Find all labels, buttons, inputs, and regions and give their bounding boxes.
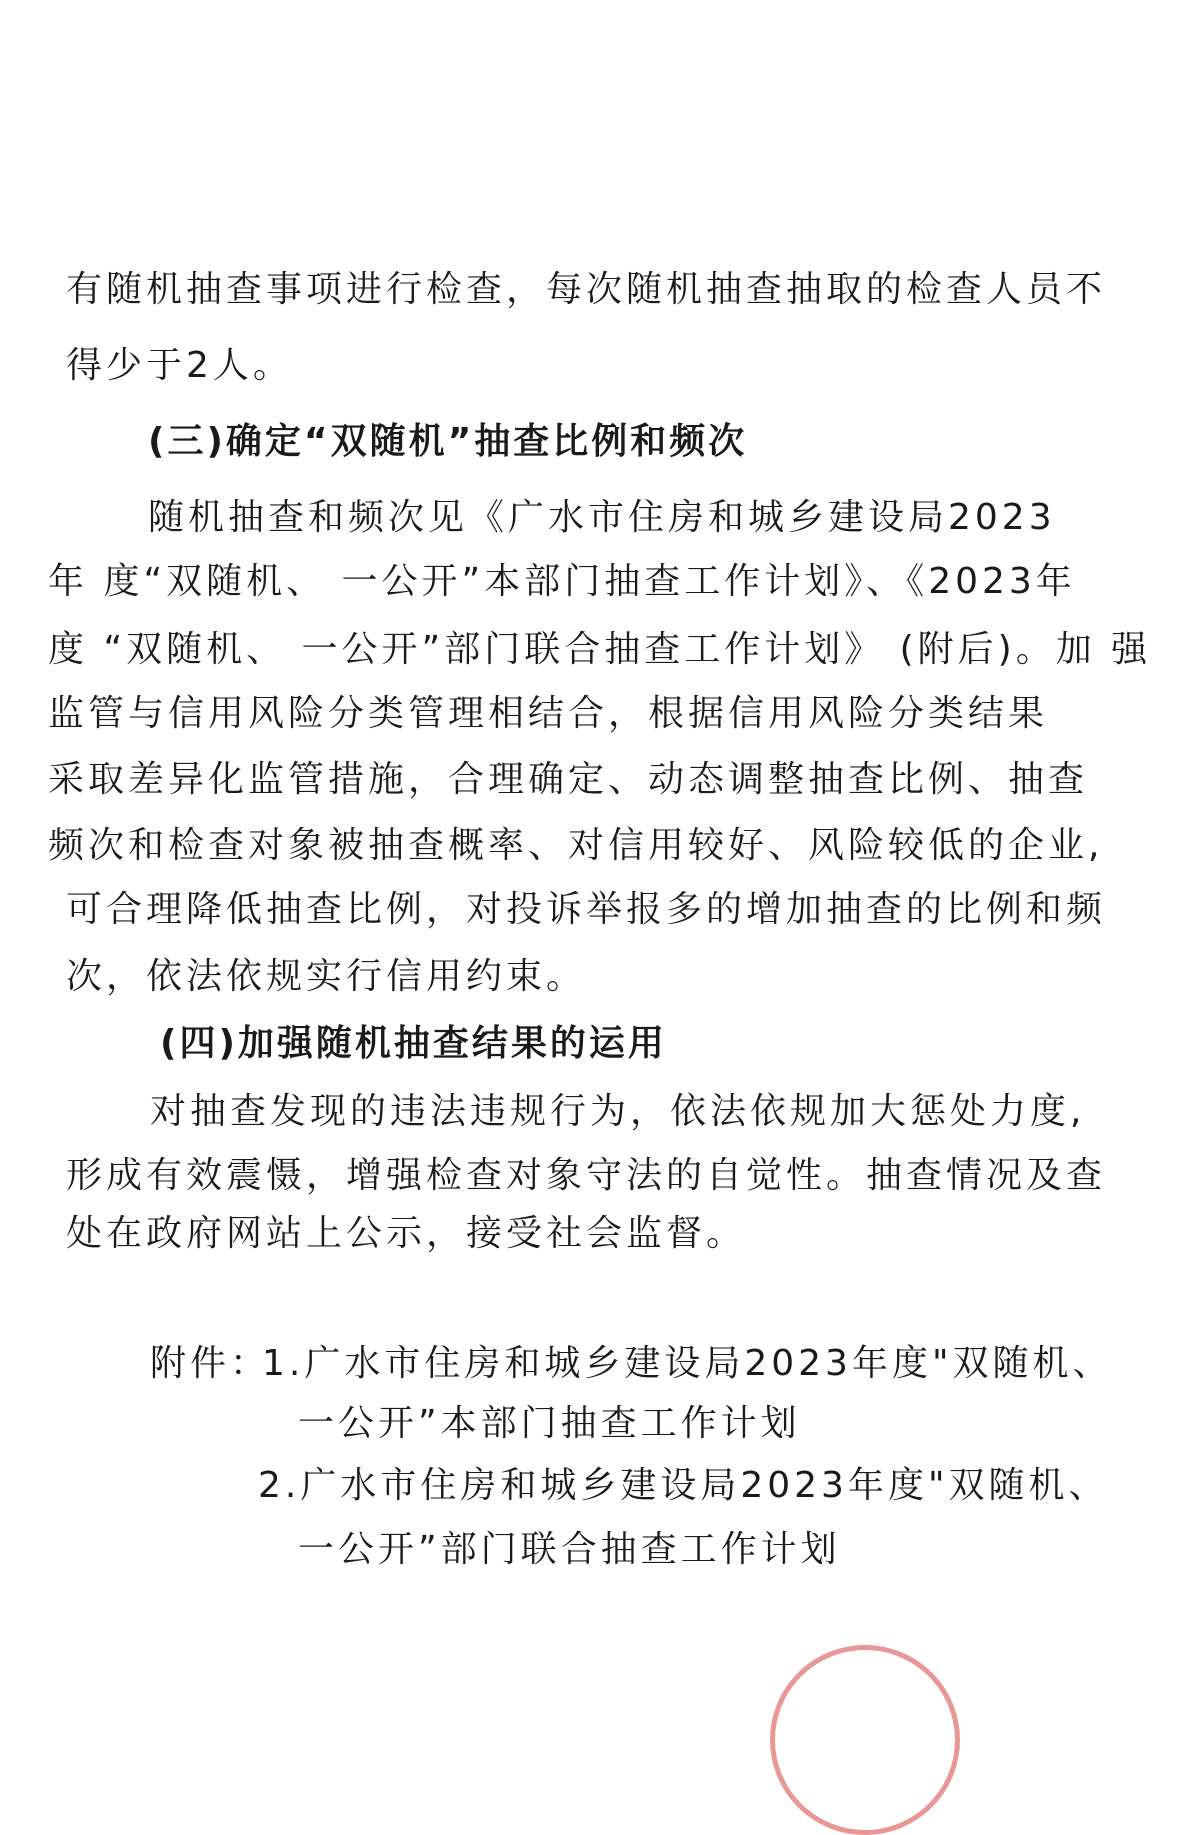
paragraph-line: 频次和检查对象被抽查概率、对信用较好、风险较低的企业, xyxy=(48,825,1104,866)
paragraph-line: 度 “双随机、 一公开”部门联合抽查工作计划》 (附后)。加 强 xyxy=(48,629,1152,670)
section-heading-4: (四)加强随机抽查结果的运用 xyxy=(160,1023,667,1064)
attachment-2-line-2: 一公开”部门联合抽查工作计划 xyxy=(298,1529,841,1570)
paragraph-line: 采取差异化监管措施，合理确定、动态调整抽查比例、抽查 xyxy=(48,759,1089,800)
section-heading-3: (三)确定“双随机”抽查比例和频次 xyxy=(148,421,748,462)
paragraph-line: 随机抽查和频次见《广水市住房和城乡建设局2023 xyxy=(148,497,1056,538)
paragraph-line: 监管与信用风险分类管理相结合，根据信用风险分类结果 xyxy=(48,693,1049,734)
attachment-1-line-1: 1.广水市住房和城乡建设局2023年度"双随机、 xyxy=(262,1343,1113,1384)
paragraph-line: 年 度“双随机、 一公开”本部门抽查工作计划》、《2023年 xyxy=(48,561,1076,602)
attachments-label: 附件： xyxy=(150,1343,271,1384)
paragraph-line: 对抽查发现的违法违规行为，依法依规加大惩处力度, xyxy=(150,1091,1086,1132)
paragraph-line: 处在政府网站上公示，接受社会监督。 xyxy=(66,1213,747,1254)
paragraph-line: 形成有效震慑，增强检查对象守法的自觉性。抽查情况及查 xyxy=(66,1155,1107,1196)
paragraph-line: 次，依法依规实行信用约束。 xyxy=(66,956,587,997)
official-seal-stamp xyxy=(770,1645,960,1835)
attachment-2-line-1: 2.广水市住房和城乡建设局2023年度"双随机、 xyxy=(258,1465,1109,1506)
attachment-1-line-2: 一公开”本部门抽查工作计划 xyxy=(298,1403,801,1444)
paragraph-line: 可合理降低抽查比例，对投诉举报多的增加抽查的比例和频 xyxy=(66,889,1107,930)
paragraph-line: 得少于2人。 xyxy=(66,345,293,386)
paragraph-line: 有随机抽查事项进行检查，每次随机抽查抽取的检查人员不 xyxy=(66,269,1107,310)
